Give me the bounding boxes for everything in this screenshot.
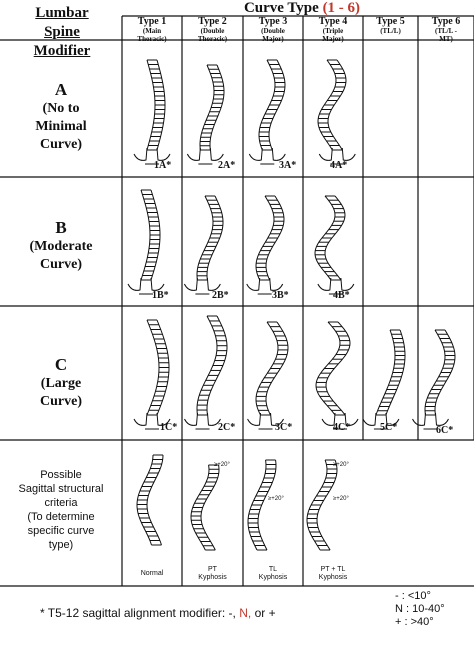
angle-label-pttl-2: ≥+20° — [333, 496, 349, 502]
spine-normal-drawing — [137, 455, 163, 545]
sag-label-normal: Normal — [140, 570, 164, 577]
type-1-header: Type 1 (Main Thoracic) — [137, 16, 167, 43]
type-5-header: Type 5 (TL/L) — [376, 16, 405, 35]
type-4-header: Type 4 (Triple Major) — [318, 16, 348, 43]
spine-4c-drawing — [316, 322, 358, 429]
row-b-header: B (Moderate Curve) — [0, 218, 122, 274]
row-a-header: A (No to Minimal Curve) — [0, 80, 122, 154]
lsm-line-2: Spine — [44, 24, 80, 40]
angle-label-tl: ≥+20° — [268, 496, 284, 502]
label-2b: 2B* — [212, 290, 229, 301]
legend-n: N : 10-40° — [395, 603, 445, 615]
curve-type-title-text: Curve Type — [243, 0, 319, 16]
row-a-letter: A — [54, 80, 68, 99]
sag-label-pt: PT Kyphosis — [198, 566, 227, 581]
label-1b: 1B* — [152, 290, 169, 301]
sagittal-criteria-text: Possible Sagittal structural criteria (To determine specific curve type) — [18, 469, 104, 551]
spine-1c-drawing — [134, 320, 170, 429]
spine-2a-drawing — [187, 65, 224, 164]
label-2c: 2C* — [218, 422, 236, 433]
footer-n: N, — [239, 606, 252, 620]
angle-label-pttl-1: ≥+20° — [333, 462, 349, 468]
spine-1b-drawing — [128, 190, 164, 294]
legend-plus: + : >40° — [395, 616, 434, 628]
footer-modifier: * T5-12 sagittal alignment modifier: -, N, or + — [40, 606, 276, 620]
label-5c: 5C* — [380, 422, 398, 433]
spine-4a-drawing — [318, 60, 355, 164]
label-4c: 4C* — [333, 422, 351, 433]
spine-3b-drawing — [247, 196, 284, 294]
legend-minus: - : <10° — [395, 590, 431, 602]
type-6-header: Type 6 (TL/L - MT) — [431, 16, 461, 43]
label-3b: 3B* — [272, 290, 289, 301]
spine-5c-drawing — [363, 330, 405, 429]
type-2-header: Type 2 (Double Thoracic) — [197, 16, 228, 43]
label-6c: 6C* — [436, 425, 454, 436]
row-b-letter: B — [55, 218, 67, 237]
sag-label-pt-tl: PT + TL Kyphosis — [318, 566, 348, 581]
spine-1a-drawing — [134, 60, 170, 164]
type-3-header: Type 3 (Double Major) — [258, 16, 288, 43]
label-2a: 2A* — [218, 160, 236, 171]
label-4a: 4A* — [330, 160, 348, 171]
curve-type-range: (1 - 6) — [322, 0, 361, 16]
spine-pttl-kyphosis-drawing — [307, 460, 337, 550]
spine-2c-drawing — [184, 316, 226, 429]
spine-3c-drawing — [248, 322, 288, 429]
angle-label-pt: ≥+20° — [214, 462, 230, 468]
label-3a: 3A* — [279, 160, 297, 171]
spine-6c-drawing — [412, 330, 454, 429]
spine-2b-drawing — [184, 196, 223, 294]
label-4b: 4B* — [333, 290, 350, 301]
row-c-header: C (Large Curve) — [0, 355, 122, 411]
label-1a: 1A* — [154, 160, 172, 171]
spine-pt-kyphosis-drawing — [191, 465, 219, 550]
lsm-line-3: Modifier — [33, 43, 91, 59]
lsm-line-1: Lumbar — [35, 5, 89, 21]
legend — [395, 590, 445, 629]
spine-3a-drawing — [249, 60, 285, 164]
label-1c: 1C* — [160, 422, 178, 433]
curve-type-title — [182, 0, 422, 17]
lumbar-spine-modifier-header — [8, 4, 116, 61]
row-c-letter: C — [54, 355, 68, 374]
sag-label-tl: TL Kyphosis — [258, 566, 288, 581]
label-3c: 3C* — [275, 422, 293, 433]
spine-tl-kyphosis-drawing — [248, 460, 276, 550]
spine-4b-drawing — [315, 196, 354, 294]
